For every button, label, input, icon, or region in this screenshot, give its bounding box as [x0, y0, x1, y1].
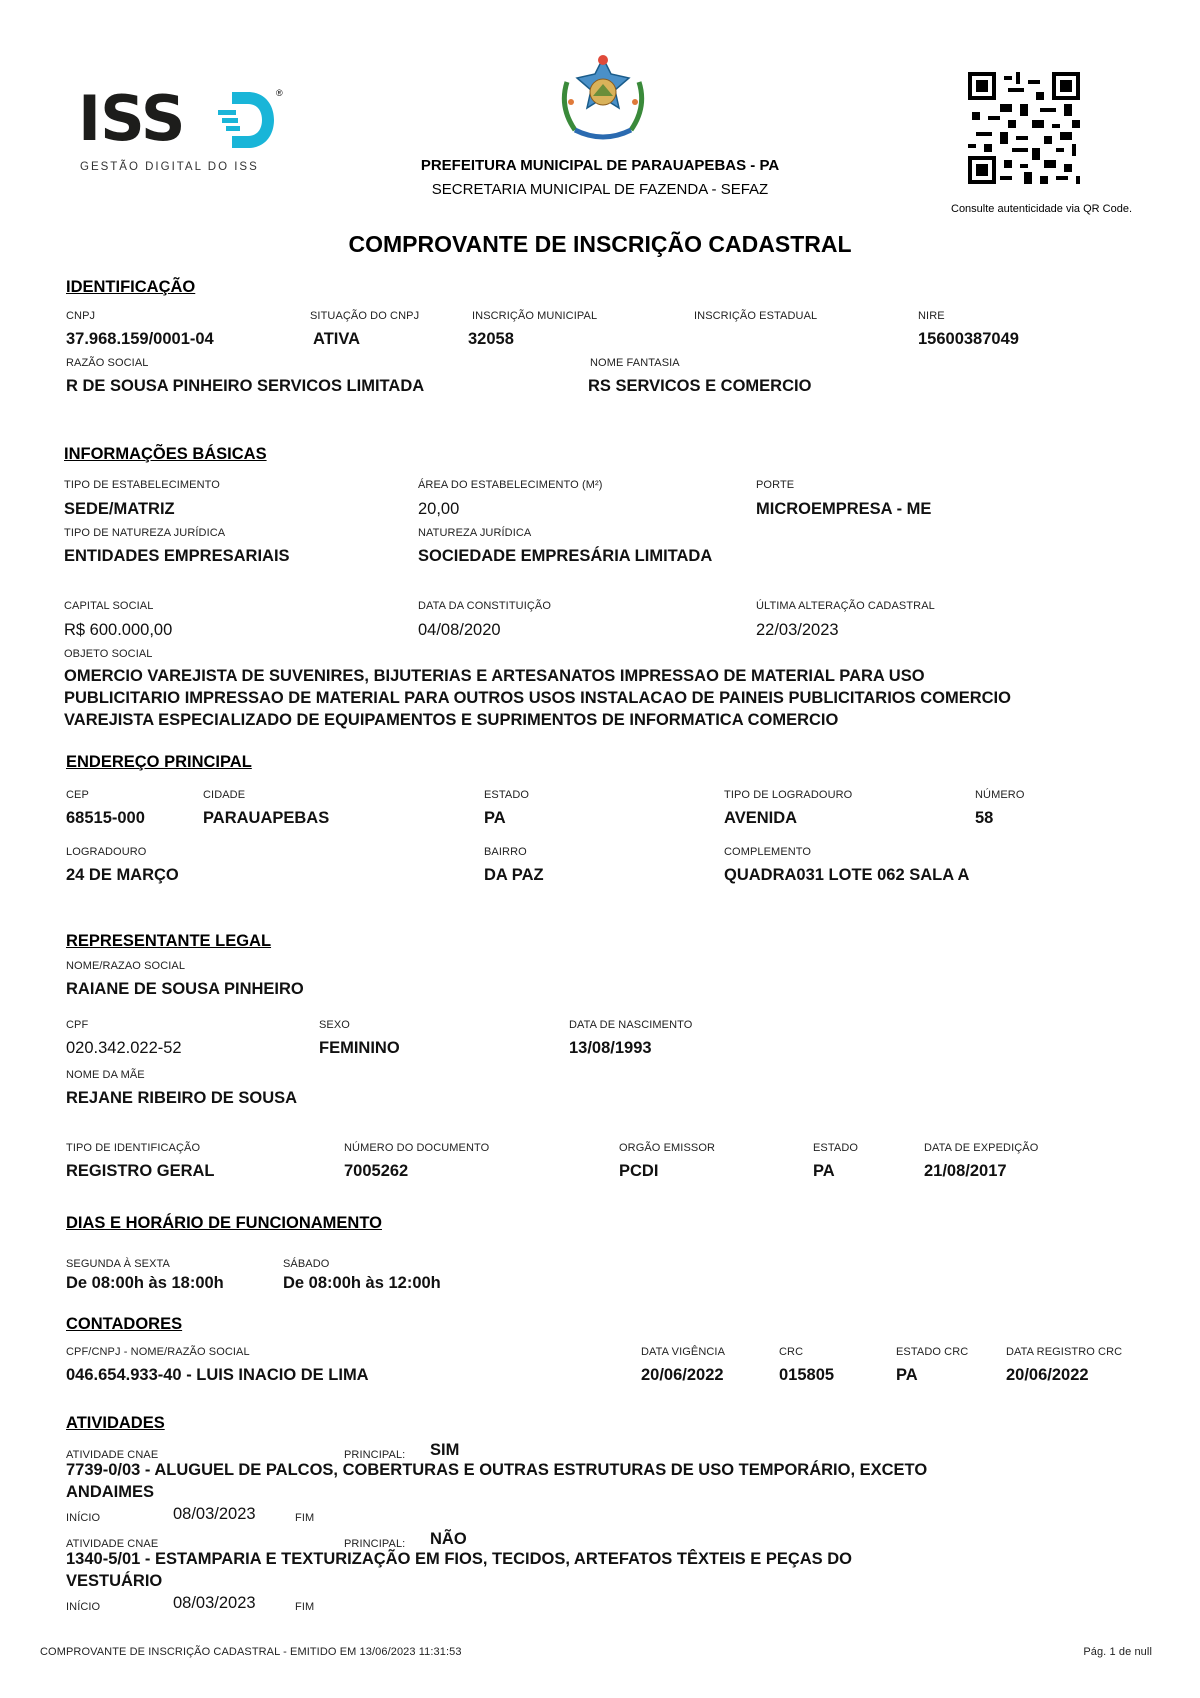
- fim-label: FIM: [295, 1601, 315, 1613]
- inicio-value: 08/03/2023: [173, 1594, 256, 1612]
- num-doc-value: 7005262: [344, 1162, 409, 1180]
- vigencia-label: DATA VIGÊNCIA: [641, 1346, 726, 1358]
- cnae-line-1: 7739-0/03 - ALUGUEL DE PALCOS, COBERTURAS E OUTRAS ESTRUTURAS DE USO TEMPORÁRIO, EXCETO: [66, 1461, 928, 1479]
- bairro-value: DA PAZ: [484, 866, 544, 884]
- nat-label: NATUREZA JURÍDICA: [418, 527, 532, 539]
- complemento-value: QUADRA031 LOTE 062 SALA A: [724, 866, 970, 884]
- expedicao-label: DATA DE EXPEDIÇÃO: [924, 1142, 1039, 1154]
- principal-label: PRINCIPAL:: [344, 1538, 406, 1550]
- insc-mun-label: INSCRIÇÃO MUNICIPAL: [472, 310, 598, 322]
- semana-label: SEGUNDA À SEXTA: [66, 1258, 170, 1270]
- numero-label: NÚMERO: [975, 789, 1025, 801]
- cep-value: 68515-000: [66, 809, 145, 827]
- fantasia-value: RS SERVICOS E COMERCIO: [588, 377, 812, 395]
- orgao-value: PCDI: [619, 1162, 659, 1180]
- coat-of-arms-icon: [553, 52, 653, 148]
- principal-value: SIM: [430, 1441, 460, 1459]
- cnae-label: ATIVIDADE CNAE: [66, 1538, 159, 1550]
- objeto-label: OBJETO SOCIAL: [64, 648, 153, 660]
- porte-label: PORTE: [756, 479, 795, 491]
- section-contadores: CONTADORES: [66, 1315, 183, 1333]
- constituicao-value: 04/08/2020: [418, 621, 501, 639]
- tipo-estab-label: TIPO DE ESTABELECIMENTO: [64, 479, 220, 491]
- razao-value: R DE SOUSA PINHEIRO SERVICOS LIMITADA: [66, 377, 425, 395]
- cnae-line-2: VESTUÁRIO: [66, 1572, 163, 1590]
- razao-label: RAZÃO SOCIAL: [66, 357, 149, 369]
- iss-logo-subtitle: GESTÃO DIGITAL DO ISS: [80, 161, 259, 173]
- rep-nome-value: RAIANE DE SOUSA PINHEIRO: [66, 980, 304, 998]
- cnae-line-2: ANDAIMES: [66, 1483, 155, 1501]
- tipo-nat-value: ENTIDADES EMPRESARIAIS: [64, 547, 290, 565]
- nasc-label: DATA DE NASCIMENTO: [569, 1019, 693, 1031]
- section-endereco: ENDEREÇO PRINCIPAL: [66, 753, 252, 771]
- iss-d-icon: [218, 88, 276, 152]
- estado-value: PA: [484, 809, 506, 827]
- section-atividades: ATIVIDADES: [66, 1414, 165, 1432]
- area-label: ÁREA DO ESTABELECIMENTO (M²): [418, 479, 603, 491]
- fantasia-label: NOME FANTASIA: [590, 357, 680, 369]
- alteracao-label: ÚLTIMA ALTERAÇÃO CADASTRAL: [756, 600, 935, 612]
- objeto-line-2: PUBLICITARIO IMPRESSAO DE MATERIAL PARA OUTROS USOS INSTALACAO DE PAINEIS PUBLICITARIOS COMERCIO: [64, 689, 1011, 707]
- rep-nome-label: NOME/RAZAO SOCIAL: [66, 960, 186, 972]
- iss-logo-text: ISS: [78, 82, 185, 155]
- tipo-estab-value: SEDE/MATRIZ: [64, 500, 175, 518]
- section-horario: DIAS E HORÁRIO DE FUNCIONAMENTO: [66, 1214, 382, 1232]
- expedicao-value: 21/08/2017: [924, 1162, 1007, 1180]
- cnpj-label: CNPJ: [66, 310, 96, 322]
- crc-label: CRC: [779, 1346, 804, 1358]
- footer-emission: COMPROVANTE DE INSCRIÇÃO CADASTRAL - EMITIDO EM 13/06/2023 11:31:53: [40, 1646, 462, 1658]
- registro-label: DATA REGISTRO CRC: [1006, 1346, 1123, 1358]
- tipo-nat-label: TIPO DE NATUREZA JURÍDICA: [64, 527, 226, 539]
- cidade-label: CIDADE: [203, 789, 246, 801]
- rep-estado-value: PA: [813, 1162, 835, 1180]
- orgao-label: ORGÃO EMISSOR: [619, 1142, 716, 1154]
- inicio-value: 08/03/2023: [173, 1505, 256, 1523]
- estado-crc-value: PA: [896, 1366, 918, 1384]
- capital-value: R$ 600.000,00: [64, 621, 173, 639]
- section-informacoes-basicas: INFORMAÇÕES BÁSICAS: [64, 445, 267, 463]
- document-title: COMPROVANTE DE INSCRIÇÃO CADASTRAL: [348, 231, 852, 257]
- principal-label: PRINCIPAL:: [344, 1449, 406, 1461]
- sabado-label: SÁBADO: [283, 1258, 330, 1270]
- nasc-value: 13/08/1993: [569, 1039, 652, 1057]
- cidade-value: PARAUAPEBAS: [203, 809, 330, 827]
- section-representante: REPRESENTANTE LEGAL: [66, 932, 272, 950]
- footer-page: Pág. 1 de null: [1083, 1646, 1152, 1658]
- cnae-label: ATIVIDADE CNAE: [66, 1449, 159, 1461]
- objeto-line-1: OMERCIO VAREJISTA DE SUVENIRES, BIJUTERIAS E ARTESANATOS IMPRESSAO DE MATERIAL PARA USO: [64, 667, 925, 685]
- contador-nome-value: 046.654.933-40 - LUIS INACIO DE LIMA: [66, 1366, 369, 1384]
- num-doc-label: NÚMERO DO DOCUMENTO: [344, 1142, 490, 1154]
- mae-label: NOME DA MÃE: [66, 1069, 145, 1081]
- secretaria-title: SECRETARIA MUNICIPAL DE FAZENDA - SEFAZ: [431, 181, 769, 198]
- semana-value: De 08:00h às 18:00h: [66, 1274, 224, 1292]
- cnae-line-1: 1340-5/01 - ESTAMPARIA E TEXTURIZAÇÃO EM FIOS, TECIDOS, ARTEFATOS TÊXTEIS E PEÇAS DO: [66, 1550, 853, 1568]
- logradouro-label: LOGRADOURO: [66, 846, 147, 858]
- nire-value: 15600387049: [918, 330, 1019, 348]
- fim-label: FIM: [295, 1512, 315, 1524]
- registro-value: 20/06/2022: [1006, 1366, 1089, 1384]
- alteracao-value: 22/03/2023: [756, 621, 839, 639]
- insc-mun-value: 32058: [468, 330, 514, 348]
- tipo-id-label: TIPO DE IDENTIFICAÇÃO: [66, 1142, 201, 1154]
- vigencia-value: 20/06/2022: [641, 1366, 724, 1384]
- nat-value: SOCIEDADE EMPRESÁRIA LIMITADA: [418, 547, 713, 565]
- logradouro-value: 24 DE MARÇO: [66, 866, 179, 884]
- tipo-log-label: TIPO DE LOGRADOURO: [724, 789, 853, 801]
- cpf-label: CPF: [66, 1019, 89, 1031]
- tipo-id-value: REGISTRO GERAL: [66, 1162, 215, 1180]
- inicio-label: INÍCIO: [66, 1601, 101, 1613]
- area-value: 20,00: [418, 500, 460, 518]
- qr-code[interactable]: [968, 72, 1080, 184]
- estado-label: ESTADO: [484, 789, 530, 801]
- crc-value: 015805: [779, 1366, 835, 1384]
- section-identificacao: IDENTIFICAÇÃO: [66, 278, 196, 296]
- qr-caption: Consulte autenticidade via QR Code.: [951, 203, 1132, 215]
- sexo-value: FEMININO: [319, 1039, 400, 1057]
- mae-value: REJANE RIBEIRO DE SOUSA: [66, 1089, 298, 1107]
- complemento-label: COMPLEMENTO: [724, 846, 812, 858]
- prefeitura-title: PREFEITURA MUNICIPAL DE PARAUAPEBAS - PA: [420, 157, 780, 174]
- constituicao-label: DATA DA CONSTITUIÇÃO: [418, 600, 551, 612]
- registered-mark: ®: [276, 88, 283, 98]
- situacao-label: SITUAÇÃO DO CNPJ: [310, 310, 420, 322]
- tipo-log-value: AVENIDA: [724, 809, 798, 827]
- iss-logo: [78, 82, 283, 184]
- situacao-value: ATIVA: [313, 330, 361, 348]
- numero-value: 58: [975, 809, 994, 827]
- rep-estado-label: ESTADO: [813, 1142, 859, 1154]
- nire-label: NIRE: [918, 310, 945, 322]
- principal-value: NÃO: [430, 1530, 467, 1548]
- capital-label: CAPITAL SOCIAL: [64, 600, 154, 612]
- cep-label: CEP: [66, 789, 89, 801]
- cpf-value: 020.342.022-52: [66, 1039, 182, 1057]
- insc-est-label: INSCRIÇÃO ESTADUAL: [694, 310, 818, 322]
- cnpj-value: 37.968.159/0001-04: [66, 330, 214, 348]
- bairro-label: BAIRRO: [484, 846, 527, 858]
- objeto-line-3: VAREJISTA ESPECIALIZADO DE EQUIPAMENTOS E SUPRIMENTOS DE INFORMATICA COMERCIO: [64, 711, 839, 729]
- inicio-label: INÍCIO: [66, 1512, 101, 1524]
- estado-crc-label: ESTADO CRC: [896, 1346, 969, 1358]
- contador-nome-label: CPF/CNPJ - NOME/RAZÃO SOCIAL: [66, 1346, 250, 1358]
- sabado-value: De 08:00h às 12:00h: [283, 1274, 441, 1292]
- sexo-label: SEXO: [319, 1019, 350, 1031]
- porte-value: MICROEMPRESA - ME: [756, 500, 932, 518]
